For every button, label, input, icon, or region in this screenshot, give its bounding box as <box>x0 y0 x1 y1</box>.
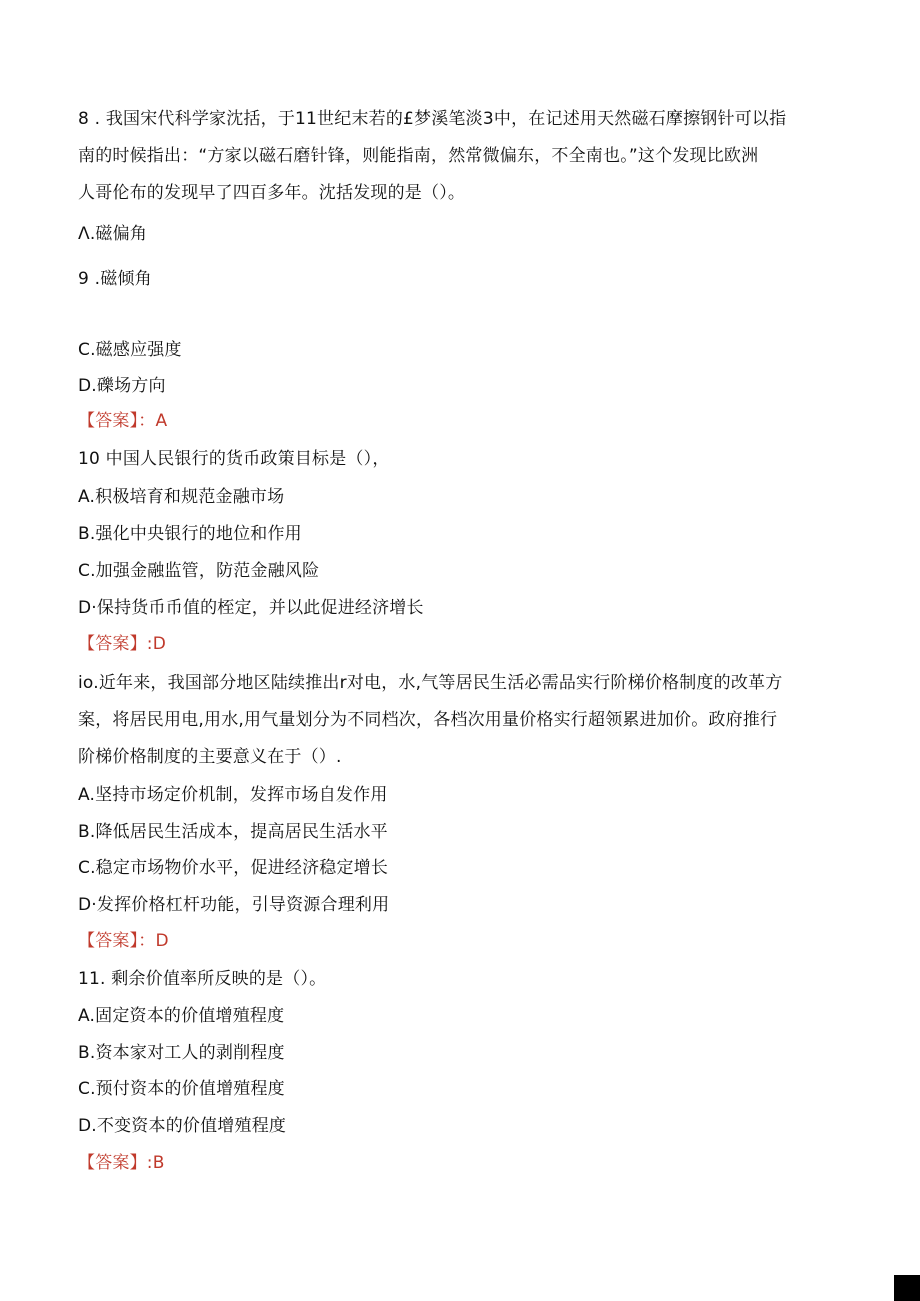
q8-option-c: C.磁感应强度 <box>78 340 182 360</box>
q10a-option-a: A.积极培育和规范金融市场 <box>78 487 285 507</box>
q11-stem: 11. 剩余价值率所反映的是（）。 <box>78 969 327 989</box>
q8-answer: 【答案】：A <box>78 411 168 431</box>
q10b-answer: 【答案】：D <box>78 931 169 951</box>
q11-option-a: A.固定资本的价值增殖程度 <box>78 1006 285 1026</box>
corner-marker <box>894 1275 920 1301</box>
q8-option-d: D.礫场方向 <box>78 376 166 396</box>
q11-option-c: C.预付资本的价值增殖程度 <box>78 1079 285 1099</box>
q8-stem-line-3: 人哥伦布的发现早了四百多年。沈括发现的是（）。 <box>78 183 466 203</box>
q10b-option-c: C.稳定市场物价水平，促进经济稳定增长 <box>78 858 389 878</box>
q10a-answer: 【答案】:D <box>78 634 167 654</box>
q10b-stem-line-2: 案，将居民用电,用水,用气量划分为不同档次，各档次用量价格实行超领累进加价。政府推行 <box>78 710 778 730</box>
q10b-option-d: D·发挥价格杠杆功能，引导资源合理利用 <box>78 895 390 915</box>
q8-option-a: Λ.磁偏角 <box>78 224 148 244</box>
q8-stem-line-2: 南的时候指出：“方家以磁石磨针锋，则能指南，然常微偏东，不全南也。”这个发现比欧洲 <box>78 146 759 166</box>
q8-option-b: 9 .磁倾角 <box>78 269 152 289</box>
q11-option-d: D.不变资本的价值增殖程度 <box>78 1116 287 1136</box>
q10b-option-a: A.坚持市场定价机制，发挥市场自发作用 <box>78 785 388 805</box>
q10b-option-b: B.降低居民生活成本，提高居民生活水平 <box>78 822 388 842</box>
q10a-option-d: D·保持货币币值的桎定，并以此促进经济增长 <box>78 598 424 618</box>
q10a-option-c: C.加强金融监管，防范金融风险 <box>78 561 320 581</box>
q10a-option-b: B.强化中央银行的地位和作用 <box>78 524 302 544</box>
q10b-stem-line-1: io.近年来，我国部分地区陆续推出r对电，水,气等居民生活必需品实行阶梯价格制度的改革方 <box>78 673 783 693</box>
q8-stem-line-1: 8 . 我国宋代科学家沈括，于11世纪末若的£梦溪笔淡3中，在记述用天然磁石摩擦钢针可以指 <box>78 109 787 129</box>
q11-option-b: B.资本家对工人的剥削程度 <box>78 1043 285 1063</box>
q10b-stem-line-3: 阶梯价格制度的主要意义在于（）. <box>78 747 342 767</box>
q11-answer: 【答案】:B <box>78 1153 165 1173</box>
q10a-stem: 10 中国人民银行的货币政策目标是（）， <box>78 449 390 469</box>
